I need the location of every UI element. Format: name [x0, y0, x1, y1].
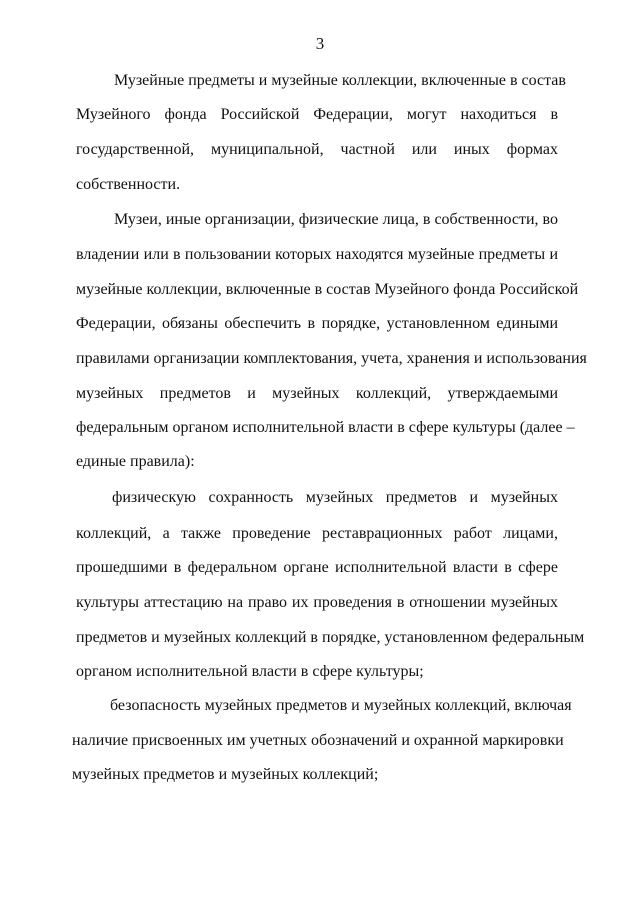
paragraph-2-line-6: музейных предметов и музейных коллекций, утверждаемыми — [76, 385, 558, 402]
paragraph-2-line-5: правилами организации комплектования, учета, хранения и использования — [76, 350, 587, 367]
paragraph-3-line-2: коллекций, а также проведение реставрационных работ лицами, — [76, 525, 558, 542]
paragraph-3-line-3: прошедшими в федеральном органе исполнительной власти в сфере — [76, 559, 558, 576]
paragraph-2-line-2: владении или в пользовании которых находятся музейные предметы и — [76, 246, 558, 263]
paragraph-2-line-1: Музеи, иные организации, физические лица, в собственности, во — [114, 211, 558, 228]
page-number: 3 — [315, 34, 325, 53]
paragraph-3-line-1: физическую сохранность музейных предметов и музейных — [112, 489, 558, 506]
paragraph-2-line-3: музейные коллекции, включенные в состав Музейного фонда Российской — [76, 281, 579, 298]
paragraph-4-line-2: наличие присвоенных им учетных обозначений и охранной маркировки — [72, 732, 564, 749]
paragraph-4-line-1: безопасность музейных предметов и музейных коллекций, включая — [110, 697, 572, 714]
paragraph-1-line-2: Музейного фонда Российской Федерации, могут находиться в — [76, 106, 558, 123]
paragraph-1-line-1: Музейные предметы и музейные коллекции, включенные в состав — [114, 72, 566, 89]
paragraph-1-line-3: государственной, муниципальной, частной или иных формах — [76, 141, 558, 158]
paragraph-2-line-8: единые правила): — [76, 453, 195, 470]
paragraph-3-line-6: органом исполнительной власти в сфере культуры; — [76, 663, 424, 680]
paragraph-1-line-4: собственности. — [76, 176, 181, 193]
paragraph-2-line-7: федеральным органом исполнительной власти в сфере культуры (далее – — [76, 419, 575, 436]
paragraph-4-line-3: музейных предметов и музейных коллекций; — [72, 766, 379, 783]
paragraph-3-line-5: предметов и музейных коллекций в порядке, установленном федеральным — [76, 629, 585, 646]
paragraph-2-line-4: Федерации, обязаны обеспечить в порядке, установленном едиными — [76, 315, 558, 332]
paragraph-3-line-4: культуры аттестацию на право их проведения в отношении музейных — [76, 594, 558, 611]
